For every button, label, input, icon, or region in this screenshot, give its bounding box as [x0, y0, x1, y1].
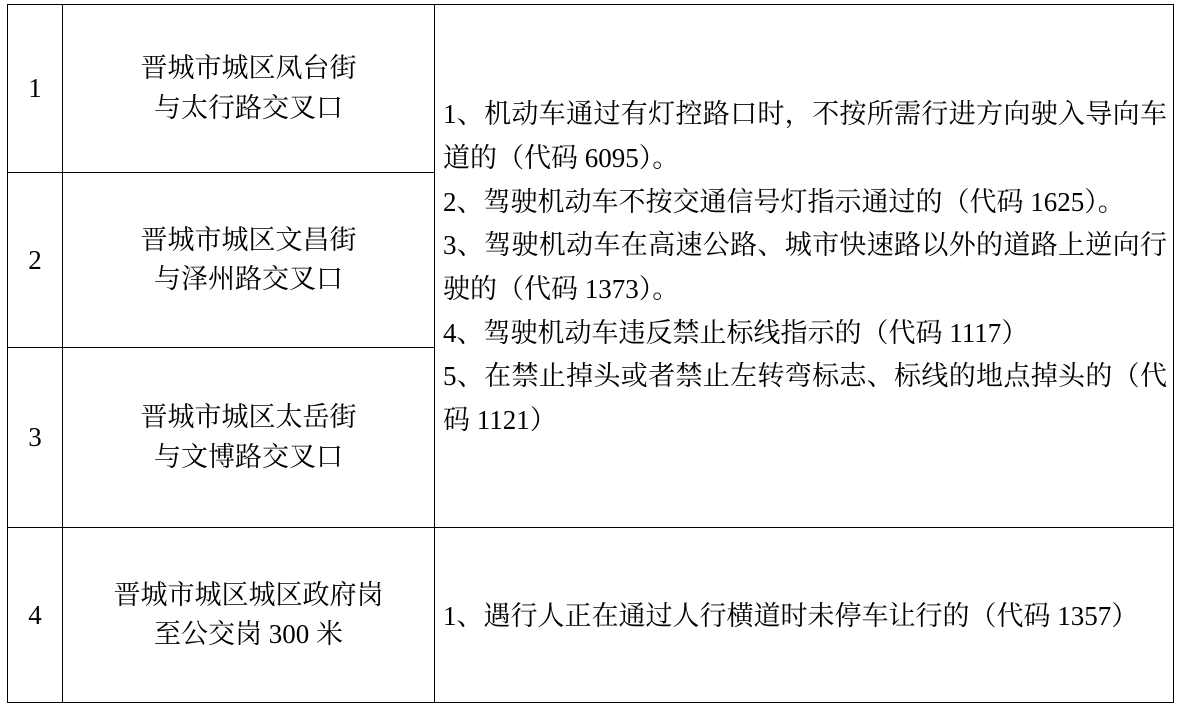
row-location — [63, 5, 435, 173]
violation-list — [435, 581, 1173, 649]
row-location — [63, 348, 435, 528]
violation-item: 1、机动车通过有灯控路口时，不按所需行进方向驶入导向车道的（代码 6095）。 — [443, 99, 1167, 173]
location-line: 晋城市城区凤台街 — [140, 53, 357, 84]
table-row — [8, 528, 1174, 703]
violation-description — [435, 528, 1174, 703]
location-line: 晋城市城区城区政府岗 — [113, 579, 384, 610]
location-line: 晋城市城区文昌街 — [140, 224, 357, 255]
location-line: 晋城市城区太岳街 — [140, 402, 357, 433]
violation-list — [435, 79, 1173, 453]
violation-description-merged — [435, 5, 1174, 528]
location-line: 至公交岗 300 米 — [154, 619, 343, 649]
violation-item: 4、驾驶机动车违反禁止标线指示的（代码 1117） — [443, 317, 1029, 348]
violation-item: 5、在禁止掉头或者禁止左转弯标志、标线的地点掉头的（代码 1121） — [443, 361, 1167, 436]
document-page — [0, 4, 1180, 710]
location-line: 与文博路交叉口 — [154, 441, 343, 472]
row-number: 3 — [8, 348, 63, 528]
violation-item: 2、驾驶机动车不按交通信号灯指示通过的（代码 1625）。 — [443, 186, 1125, 217]
location-line: 与泽州路交叉口 — [154, 264, 343, 294]
row-number: 1 — [8, 5, 63, 173]
row-number: 4 — [8, 528, 63, 703]
row-location — [63, 528, 435, 703]
location-line: 与太行路交叉口 — [154, 92, 343, 123]
row-number: 2 — [8, 173, 63, 348]
table-row — [8, 5, 1174, 173]
violation-item: 3、驾驶机动车在高速公路、城市快速路以外的道路上逆向行驶的（代码 1373）。 — [443, 230, 1167, 304]
violation-item: 1、遇行人正在通过人行横道时未停车让行的（代码 1357） — [443, 601, 1139, 632]
violation-table — [7, 4, 1174, 703]
row-location — [63, 173, 435, 348]
